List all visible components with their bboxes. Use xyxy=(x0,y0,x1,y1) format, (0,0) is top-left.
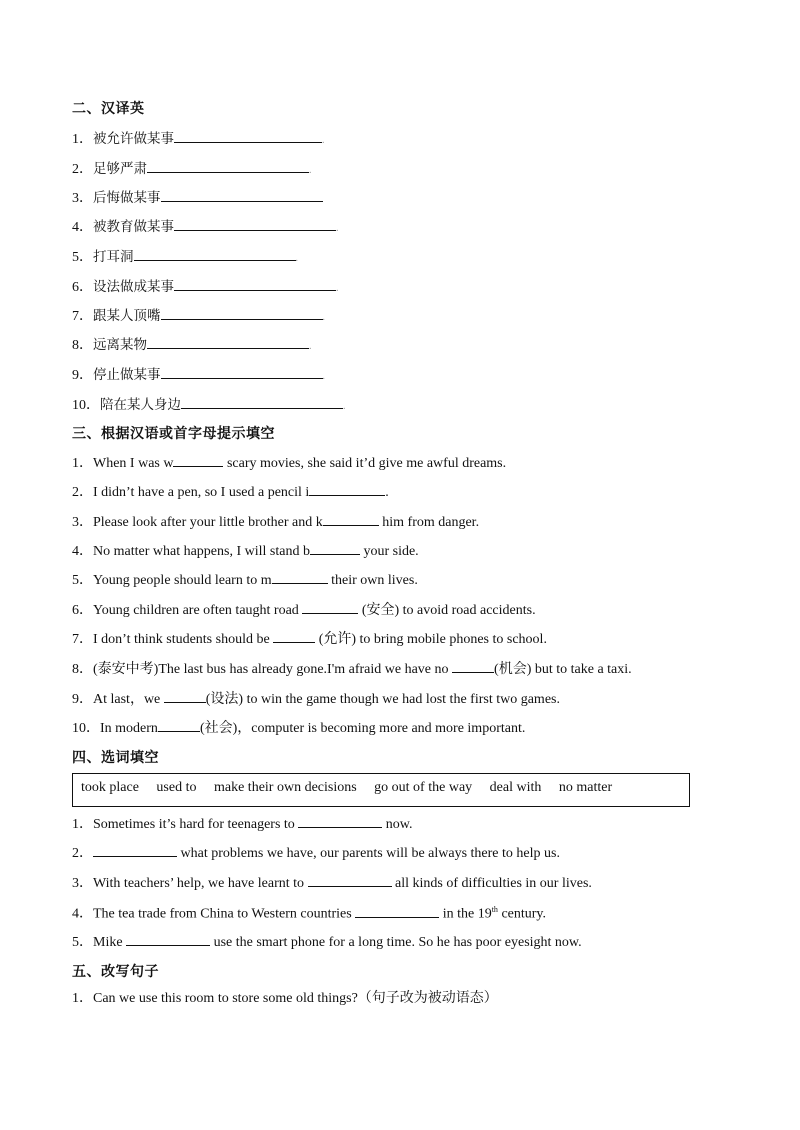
s3-item-8: 8．(泰安中考)The last bus has already gone.I'm afraid we have no (机会) but to take a taxi. xyxy=(72,658,632,679)
s3-item-1: 1．When I was w scary movies, she said it’d give me awful dreams. xyxy=(72,452,506,473)
word-bank-word: used to xyxy=(156,780,197,795)
word-bank-word: no matter xyxy=(558,780,613,795)
answer-blank[interactable] xyxy=(173,452,223,467)
word-bank-word: took place xyxy=(81,780,139,795)
s3-item-4: 4．No matter what happens, I will stand b your side. xyxy=(72,540,419,561)
s2-item-5: 5．打耳洞 . xyxy=(72,246,298,268)
s2-item-8: 8．远离某物 . xyxy=(72,334,312,356)
section-2-heading: 二、汉译英 xyxy=(72,101,145,117)
s3-item-2: 2．I didn’t have a pen, so I used a pencil i . xyxy=(72,481,389,502)
s3-item-3: 3．Please look after your little brother and k him from danger. xyxy=(72,511,479,532)
answer-blank[interactable] xyxy=(126,931,210,946)
section-5-heading: 五、改写句子 xyxy=(72,964,159,980)
answer-blank[interactable] xyxy=(161,305,323,320)
answer-blank[interactable] xyxy=(181,394,343,409)
section-3-heading: 三、根据汉语或首字母提示填空 xyxy=(72,426,275,442)
s2-item-10: 10．陪在某人身边 . xyxy=(72,394,346,416)
s3-item-6: 6．Young children are often taught road (安全) to avoid road accidents. xyxy=(72,599,536,620)
s4-item-3: 3．With teachers’ help, we have learnt to all kinds of difficulties in our lives. xyxy=(72,872,592,893)
answer-blank[interactable] xyxy=(298,813,382,828)
answer-blank[interactable] xyxy=(174,276,336,291)
s2-item-9: 9．停止做某事 . xyxy=(72,364,325,386)
answer-blank[interactable] xyxy=(161,364,323,379)
s3-item-7: 7．I don’t think students should be (允许) to bring mobile phones to school. xyxy=(72,628,547,649)
answer-blank[interactable] xyxy=(323,511,379,526)
s2-num: 1． xyxy=(72,132,93,147)
answer-blank[interactable] xyxy=(174,128,322,143)
word-bank-word: go out of the way xyxy=(374,780,473,795)
answer-blank[interactable] xyxy=(302,599,358,614)
answer-blank[interactable] xyxy=(273,628,315,643)
answer-blank[interactable] xyxy=(158,717,200,732)
answer-blank[interactable] xyxy=(309,481,385,496)
s3-item-10: 10．In modern (社会)，computer is becoming more and more important. xyxy=(72,717,525,738)
s4-item-4: 4．The tea trade from China to Western countries in the 19th century. xyxy=(72,901,546,924)
answer-blank[interactable] xyxy=(93,842,177,857)
answer-blank[interactable] xyxy=(147,158,309,173)
s2-item-6: 6．设法做成某事 . xyxy=(72,276,339,298)
answer-blank[interactable] xyxy=(310,540,360,555)
answer-blank[interactable] xyxy=(147,334,309,349)
s2-item-2: 2．足够严肃 . xyxy=(72,158,312,180)
section-4-heading: 四、选词填空 xyxy=(72,750,159,766)
s4-item-5: 5．Mike use the smart phone for a long time. So he has poor eyesight now. xyxy=(72,931,582,952)
answer-blank[interactable] xyxy=(174,216,336,231)
s2-item-1: 1．被允许做某事 . xyxy=(72,128,325,150)
answer-blank[interactable] xyxy=(134,246,296,261)
answer-blank[interactable] xyxy=(452,658,494,673)
s2-item-3: 3．后悔做某事 xyxy=(72,187,323,209)
answer-blank[interactable] xyxy=(308,872,392,887)
s2-text: 被允许做某事 xyxy=(93,131,174,147)
answer-blank[interactable] xyxy=(161,187,323,202)
word-bank-word: make their own decisions xyxy=(213,780,357,795)
word-bank xyxy=(72,773,690,807)
word-bank-word: deal with xyxy=(489,780,542,795)
answer-blank[interactable] xyxy=(272,569,328,584)
s5-item-1: 1．Can we use this room to store some old things?（句子改为被动语态） xyxy=(72,991,498,1006)
s2-item-4: 4．被教育做某事 . xyxy=(72,216,339,238)
s4-item-1: 1．Sometimes it’s hard for teenagers to now. xyxy=(72,813,413,834)
s3-item-5: 5．Young people should learn to m their own lives. xyxy=(72,569,418,590)
s3-item-9: 9．At last，we (设法) to win the game though we had lost the first two games. xyxy=(72,688,560,709)
answer-blank[interactable] xyxy=(164,688,206,703)
s2-item-7: 7．跟某人顶嘴 . xyxy=(72,305,325,327)
answer-blank[interactable] xyxy=(355,903,439,918)
s4-item-2: 2． what problems we have, our parents will be always there to help us. xyxy=(72,842,560,863)
